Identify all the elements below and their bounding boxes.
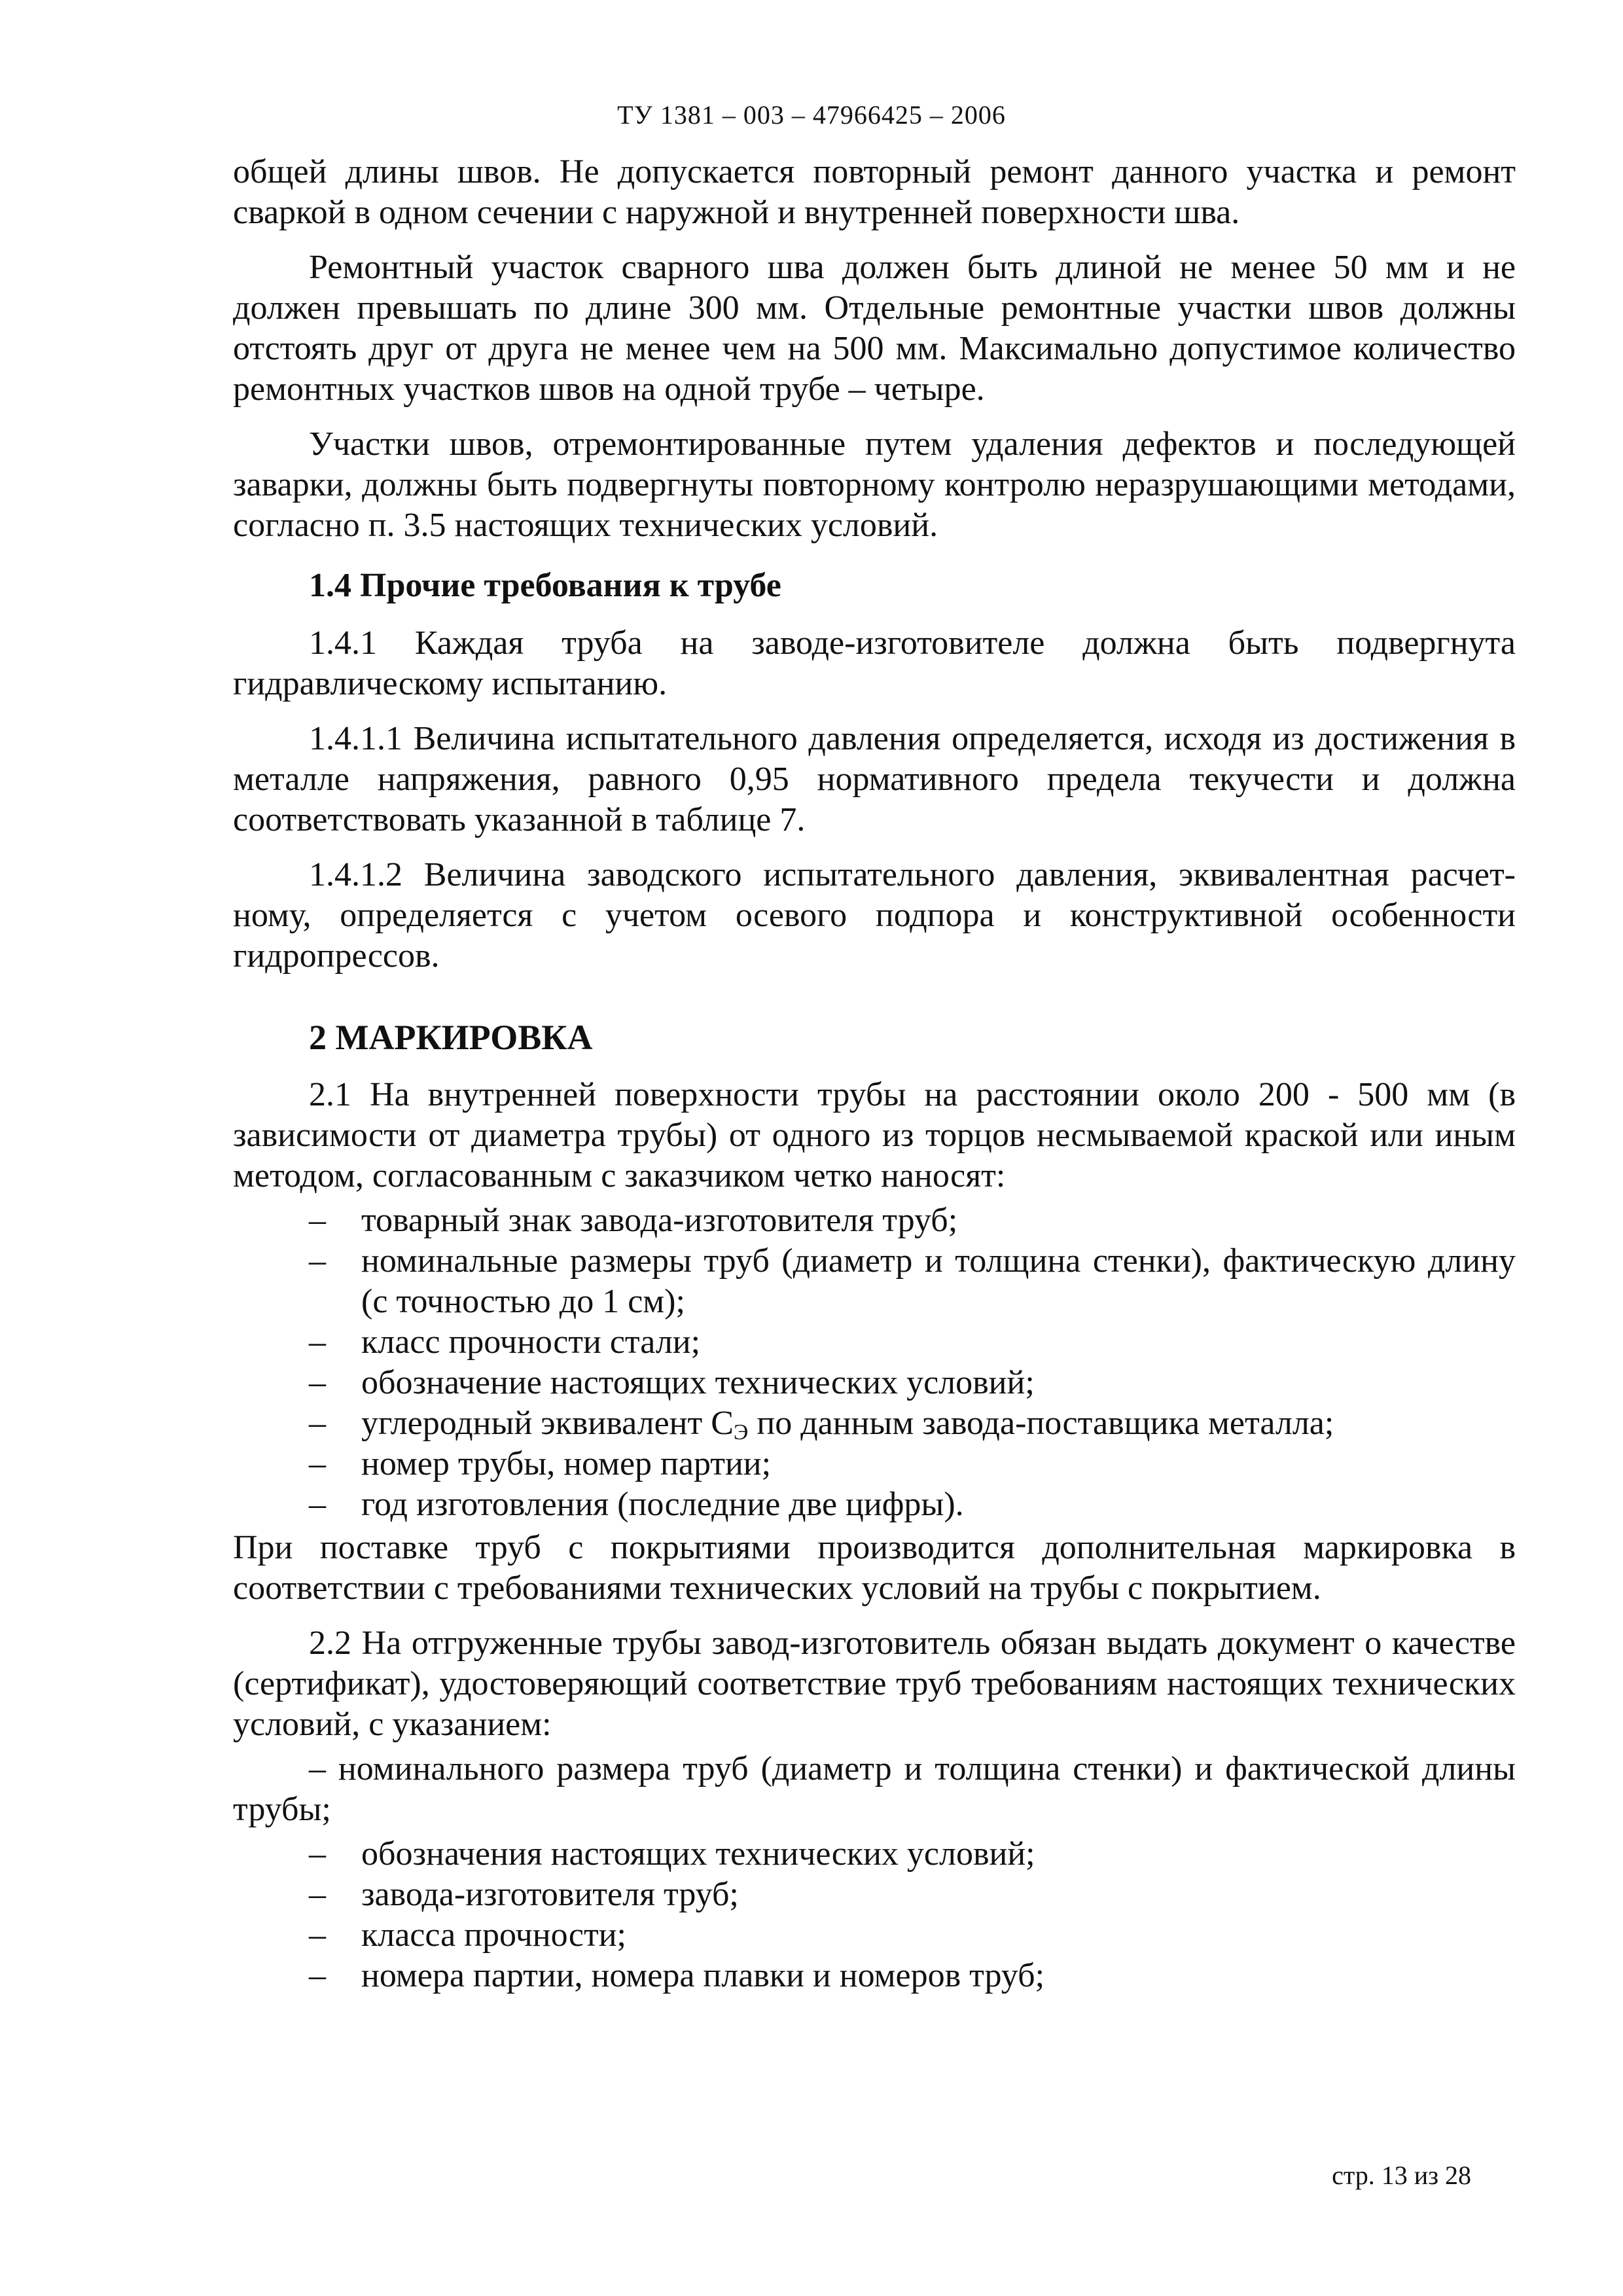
carbon-equivalent-label: углеродный эквивалент С: [361, 1405, 734, 1442]
list-item: – номер трубы, номер партии;: [233, 1444, 1516, 1484]
list-item: – обозначение настоящих технических условий;: [233, 1363, 1516, 1403]
paragraph-p2: Ремонтный участок сварного шва должен быть длиной не менее 50 мм и не должен превышать по длине 300 мм. Отдельные ремонтные участки швов должны отстоять друг от друга не менее чем на 500 мм. Максимально допустимое количество ремонтных участков швов на одной трубе – четыре.: [233, 249, 1516, 408]
carbon-equivalent-tail: по данным завода-поставщика металла;: [748, 1405, 1334, 1442]
certificate-list: [233, 1834, 1516, 1996]
paragraph-1-4-1-2: 1.4.1.2 Величина заводского испытательного давления, эквивалентная расчет-ному, определяется с учетом осевого подпора и конструктивной особенности гидропрессов.: [233, 856, 1516, 975]
paragraph-p1: общей длины швов. Не допускается повторный ремонт данного участка и ремонт сваркой в одном сечении с наружной и внутренней поверхности шва.: [233, 153, 1516, 231]
paragraph-2-2-a: – номинального размера труб (диаметр и толщина стенки) и фактической длины трубы;: [233, 1750, 1516, 1828]
list-item: – класс прочности стали;: [233, 1322, 1516, 1363]
list-item: [233, 1403, 1516, 1444]
document-header: ТУ 1381 – 003 – 47966425 – 2006: [617, 100, 1006, 130]
list-item: – обозначения настоящих технических условий;: [233, 1834, 1516, 1874]
paragraph-2-2: 2.2 На отгруженные трубы завод-изготовитель обязан выдать документ о качестве (сертификат), удостоверяющий соответствие труб требованиям настоящих технических условий, с указанием:: [233, 1624, 1516, 1743]
paragraph-2-1-b: При поставке труб с покрытиями производится дополнительная маркировка в соответствии с требованиями технических условий на трубы с покрытием.: [233, 1529, 1516, 1607]
section-heading-1-4: 1.4 Прочие требования к трубе: [309, 567, 781, 604]
list-item: – товарный знак завода-изготовителя труб;: [233, 1200, 1516, 1241]
page-number: стр. 13 из 28: [1332, 2161, 1471, 2190]
list-item: – номера партии, номера плавки и номеров труб;: [233, 1956, 1516, 1996]
marking-list: [233, 1200, 1516, 1525]
list-item: – год изготовления (последние две цифры).: [233, 1484, 1516, 1525]
list-item: – номинальные размеры труб (диаметр и толщина стенки), фактическую длину (с точностью до 1 см);: [233, 1241, 1516, 1322]
paragraph-1-4-1-1: 1.4.1.1 Величина испытательного давления определяется, исходя из достижения в металле напряжения, равного 0,95 нормативного предела текучести и должна соответствовать указанной в таблице 7.: [233, 720, 1516, 838]
section-heading-2: 2 МАРКИРОВКА: [309, 1018, 593, 1057]
document-body: [233, 152, 1516, 1999]
paragraph-p3: Участки швов, отремонтированные путем удаления дефектов и последующей заварки, должны быть подвергнуты повторному контролю неразрушающими методами, согласно п. 3.5 настоящих технических условий.: [233, 425, 1516, 544]
carbon-equivalent-subscript: Э: [733, 1420, 749, 1444]
list-item: – класса прочности;: [233, 1915, 1516, 1956]
paragraph-1-4-1: 1.4.1 Каждая труба на заводе-изготовителе должна быть подвергнута гидравлическому испытанию.: [233, 624, 1516, 702]
paragraph-2-1: 2.1 На внутренней поверхности трубы на расстоянии около 200 - 500 мм (в зависимости от диаметра трубы) от одного из торцов несмываемой краской или иным методом, согласованным с заказчиком четко наносят:: [233, 1076, 1516, 1194]
list-item: – завода-изготовителя труб;: [233, 1874, 1516, 1915]
